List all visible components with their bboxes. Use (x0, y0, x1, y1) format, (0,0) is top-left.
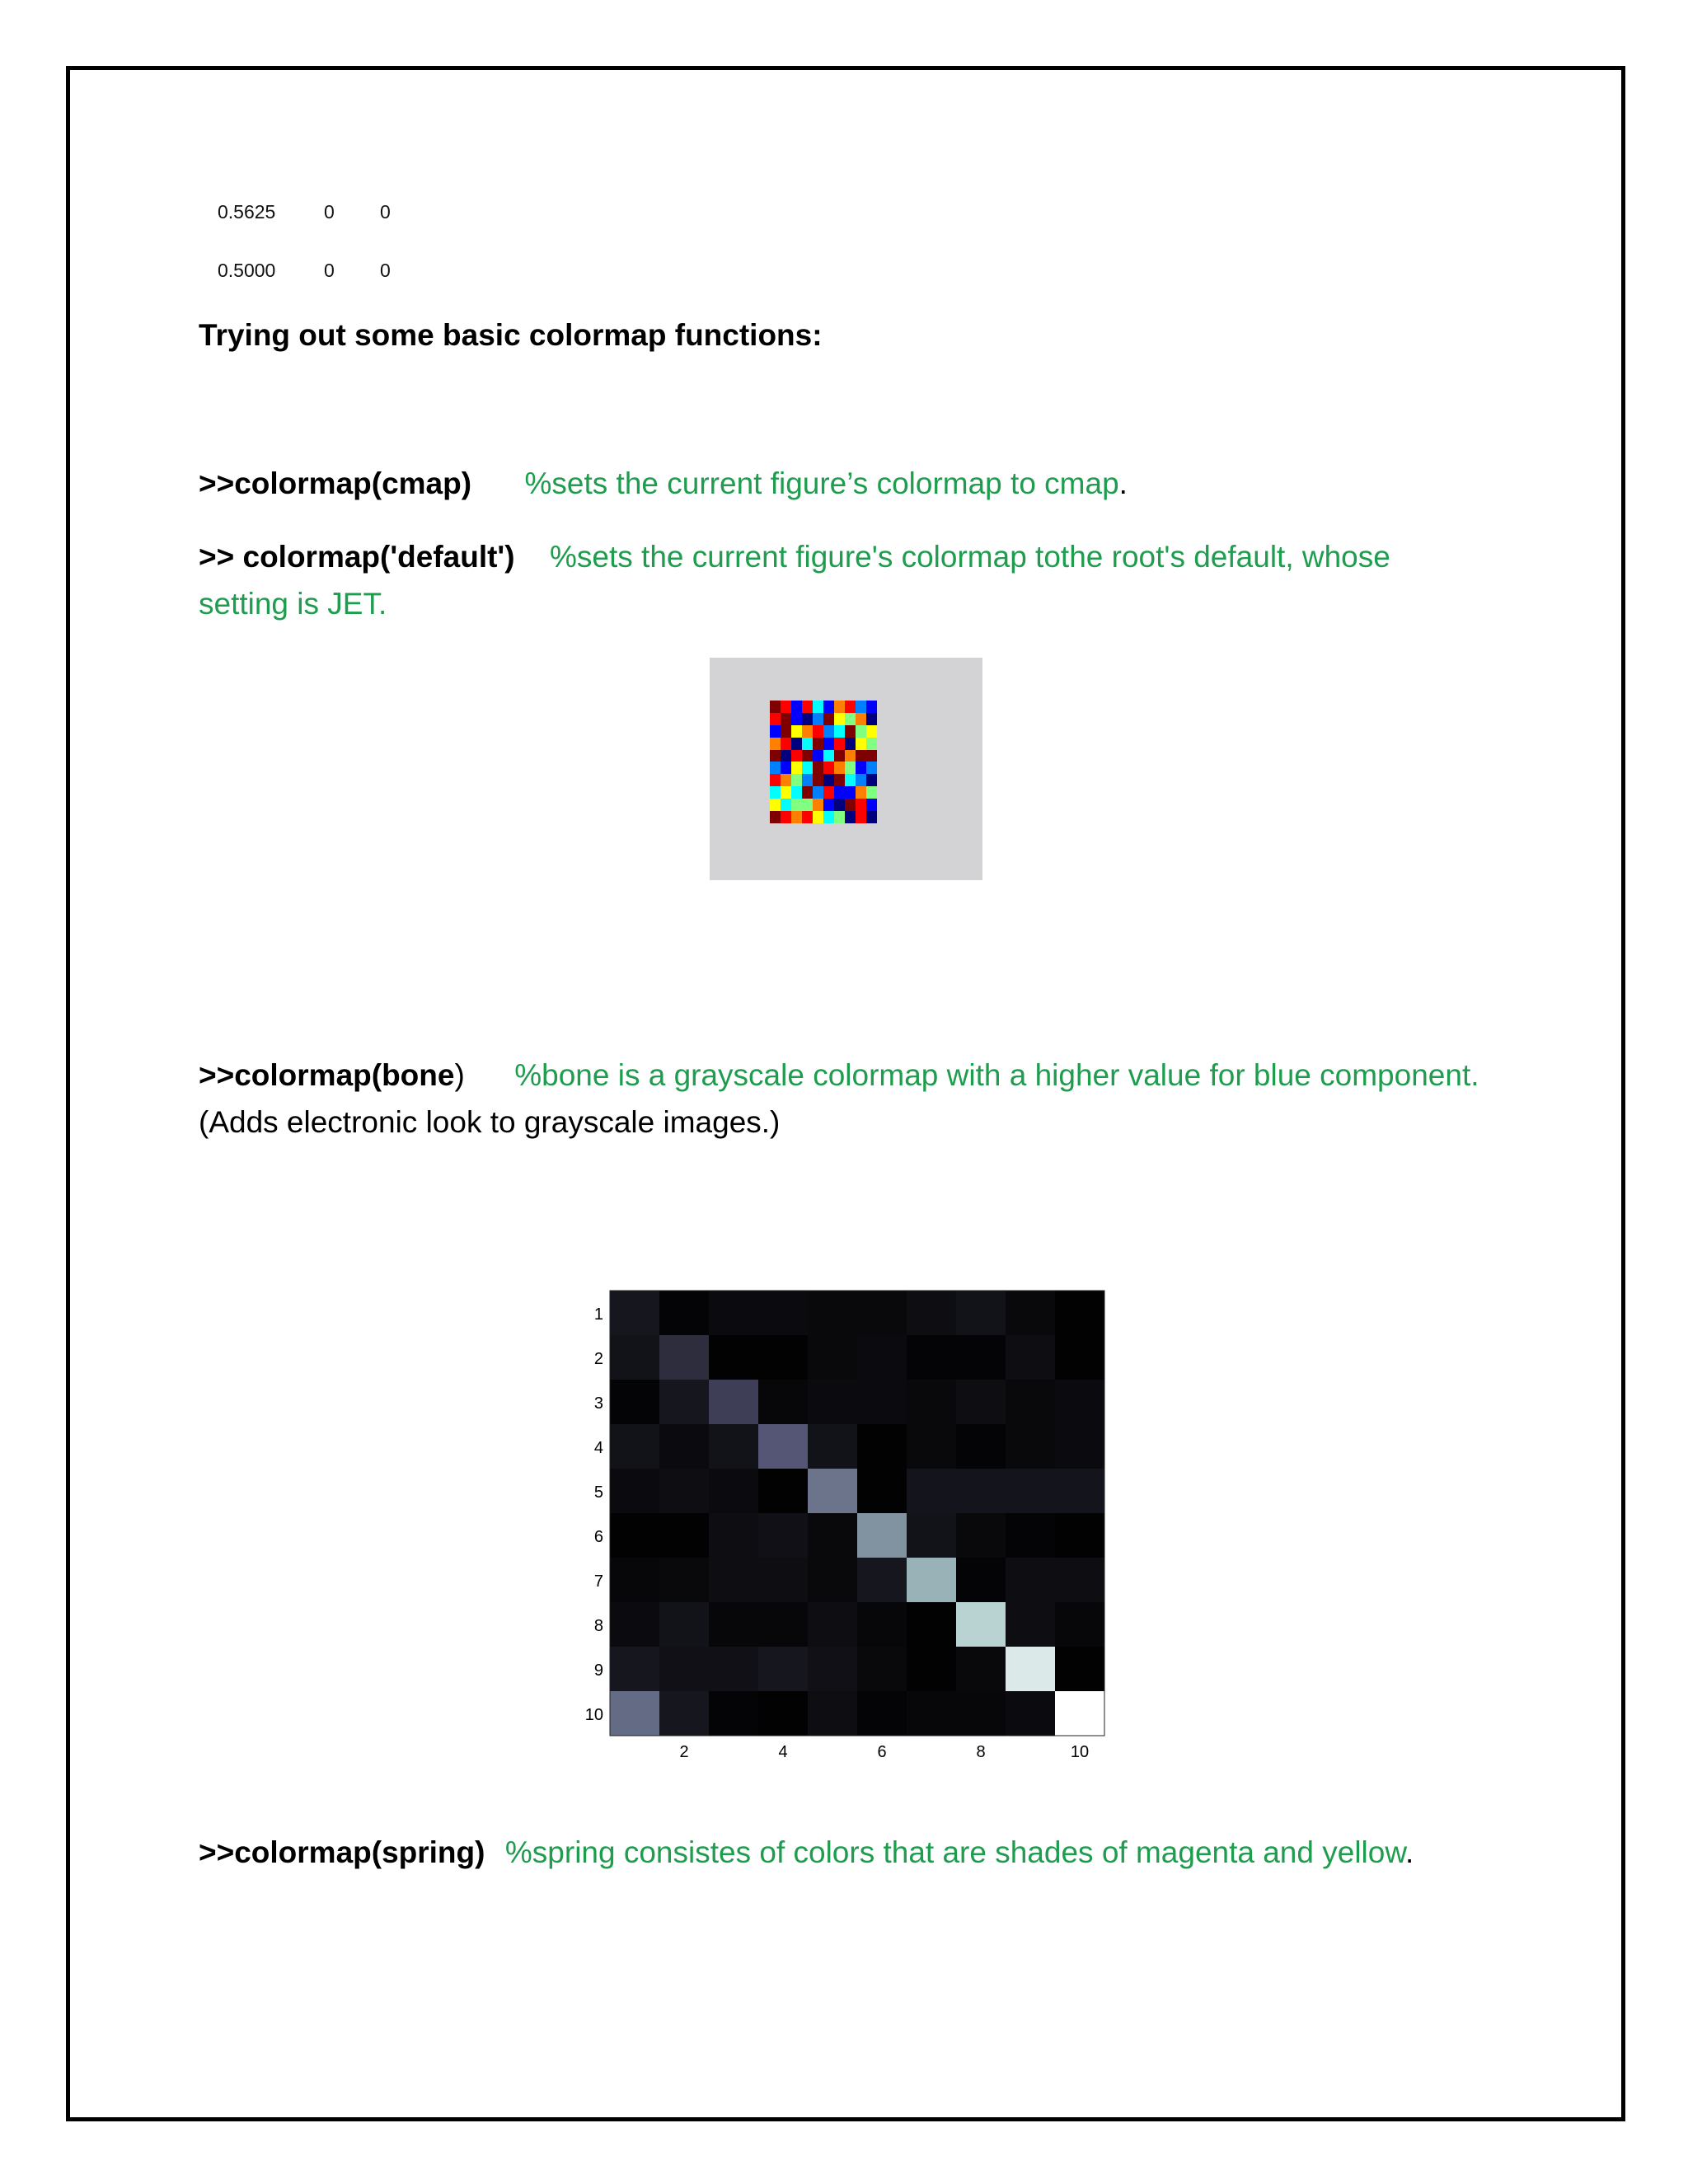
jet-cell (856, 738, 866, 750)
heatmap-cell (857, 1691, 907, 1736)
heatmap-cell (610, 1380, 660, 1425)
jet-cell (791, 774, 802, 786)
heatmap-cell (907, 1513, 957, 1558)
heatmap-cell (1055, 1424, 1105, 1469)
x-tick-label: 4 (778, 1743, 788, 1761)
x-tick-label: 10 (1070, 1743, 1090, 1761)
heatmap-cell (659, 1335, 710, 1380)
x-tick-label: 8 (976, 1743, 986, 1761)
jet-cell (823, 762, 834, 774)
jet-cell (791, 701, 802, 713)
jet-cell (856, 762, 866, 774)
jet-cell (823, 774, 834, 786)
comment-default-line2: setting is JET. (199, 587, 387, 621)
heatmap-cell (808, 1558, 858, 1603)
jet-cell (856, 774, 866, 786)
jet-cell (866, 811, 877, 823)
jet-cell (770, 750, 781, 762)
y-tick-label: 8 (593, 1617, 603, 1635)
jet-cell (813, 774, 823, 786)
heatmap-cell (610, 1691, 660, 1736)
heatmap-cell (907, 1335, 957, 1380)
y-tick-label: 4 (593, 1439, 603, 1457)
jet-cell (802, 750, 813, 762)
heatmap-cell (1055, 1380, 1105, 1425)
jet-cell (770, 762, 781, 774)
jet-cell (834, 738, 845, 750)
section-heading: Trying out some basic colormap functions: (199, 318, 823, 352)
heatmap-cell (709, 1602, 759, 1647)
y-tick-label: 1 (593, 1305, 603, 1324)
heatmap-cell (709, 1424, 759, 1469)
heatmap-cell (808, 1513, 858, 1558)
y-tick-label: 7 (593, 1572, 603, 1591)
heatmap-cell (1006, 1513, 1056, 1558)
heatmap-cell (758, 1335, 809, 1380)
jet-cell (856, 811, 866, 823)
line-cmap (199, 466, 1128, 501)
heatmap-cell (758, 1513, 809, 1558)
jet-cell (813, 811, 823, 823)
heatmap-cell (808, 1380, 858, 1425)
jet-cell (781, 774, 791, 786)
heatmap-cell (758, 1558, 809, 1603)
heatmap-cell (709, 1513, 759, 1558)
heatmap-cell (907, 1691, 957, 1736)
jet-cell (781, 762, 791, 774)
heatmap-cell (1055, 1335, 1105, 1380)
heatmap-cell (956, 1558, 1006, 1603)
heatmap-cell (907, 1424, 957, 1469)
jet-cell (866, 786, 877, 799)
jet-cell (845, 799, 856, 811)
jet-cell (813, 738, 823, 750)
jet-cell (813, 799, 823, 811)
jet-cell (823, 713, 834, 725)
jet-cell (845, 786, 856, 799)
y-tick-label: 3 (593, 1394, 603, 1413)
heatmap-cell (1055, 1647, 1105, 1692)
heatmap-cell (907, 1291, 957, 1336)
jet-cell (770, 811, 781, 823)
y-tick-label: 6 (593, 1528, 603, 1546)
jet-cell (813, 713, 823, 725)
heatmap-cell (808, 1424, 858, 1469)
heatmap-cell (610, 1291, 660, 1336)
jet-cell (845, 701, 856, 713)
jet-cell (866, 750, 877, 762)
jet-cell (781, 725, 791, 738)
jet-cell (866, 713, 877, 725)
heatmap-cell (758, 1691, 809, 1736)
command-default: >> colormap('default') (199, 540, 515, 574)
jet-cell (770, 774, 781, 786)
heatmap-cell (1006, 1380, 1056, 1425)
heatmap-cell (956, 1602, 1006, 1647)
jet-cell (834, 750, 845, 762)
comment-bone: %bone is a grayscale colormap with a higher value for blue component. (514, 1058, 1479, 1092)
jet-cell (770, 725, 781, 738)
y-tick-label: 9 (593, 1661, 603, 1680)
jet-cell (845, 774, 856, 786)
jet-cell (781, 738, 791, 750)
jet-pixel-grid (770, 701, 877, 823)
jet-cell (834, 725, 845, 738)
heatmap-cell (857, 1291, 907, 1336)
x-tick-label: 2 (679, 1743, 689, 1761)
jet-cell (802, 701, 813, 713)
heatmap-cell (857, 1647, 907, 1692)
jet-cell (845, 725, 856, 738)
heatmap-cell (709, 1691, 759, 1736)
heatmap-cell (808, 1469, 858, 1514)
jet-cell (856, 750, 866, 762)
command-spring: >>colormap(spring) (199, 1835, 485, 1869)
heatmap-cell (1055, 1469, 1105, 1514)
x-tick-label: 6 (877, 1743, 887, 1761)
jet-cell (834, 713, 845, 725)
jet-cell (770, 713, 781, 725)
heatmap-cell (1006, 1335, 1056, 1380)
heatmap-cell (956, 1424, 1006, 1469)
jet-cell (802, 762, 813, 774)
jet-cell (791, 713, 802, 725)
comment-cmap-period: . (1118, 466, 1128, 500)
command-cmap: >>colormap(cmap) (199, 466, 472, 500)
heatmap-cell (808, 1335, 858, 1380)
heatmap-cell (956, 1647, 1006, 1692)
line-bone (199, 1058, 1479, 1093)
heatmap-cell (857, 1380, 907, 1425)
heatmap-cell (659, 1424, 710, 1469)
jet-cell (823, 799, 834, 811)
heatmap-cell (907, 1558, 957, 1603)
jet-colormap-figure (710, 658, 982, 880)
jet-cell (866, 725, 877, 738)
jet-cell (823, 750, 834, 762)
y-tick-label: 10 (584, 1706, 603, 1724)
heatmap-cell (758, 1602, 809, 1647)
jet-cell (856, 799, 866, 811)
jet-cell (791, 762, 802, 774)
heatmap-cell (709, 1335, 759, 1380)
matrix-row-1-col-2: 0 (324, 201, 335, 223)
heatmap-cell (907, 1469, 957, 1514)
jet-cell (866, 774, 877, 786)
heatmap-cell (1006, 1469, 1056, 1514)
jet-cell (834, 811, 845, 823)
heatmap-cell (758, 1647, 809, 1692)
heatmap-cell (659, 1602, 710, 1647)
heatmap-cell (956, 1513, 1006, 1558)
jet-cell (802, 811, 813, 823)
jet-cell (856, 725, 866, 738)
heatmap-cell (610, 1647, 660, 1692)
jet-cell (802, 738, 813, 750)
heatmap-cell (758, 1469, 809, 1514)
heatmap-cell (610, 1469, 660, 1514)
heatmap-cell (857, 1424, 907, 1469)
y-tick-label: 2 (593, 1350, 603, 1368)
jet-cell (866, 762, 877, 774)
jet-cell (802, 774, 813, 786)
heatmap-cell (610, 1513, 660, 1558)
heatmap-cell (1055, 1291, 1105, 1336)
jet-cell (845, 811, 856, 823)
jet-cell (834, 786, 845, 799)
jet-cell (813, 701, 823, 713)
jet-cell (770, 786, 781, 799)
line-spring (199, 1835, 1414, 1870)
jet-cell (845, 762, 856, 774)
heatmap-cell (709, 1469, 759, 1514)
page-border (66, 66, 1625, 2121)
y-tick-label: 5 (593, 1483, 603, 1502)
jet-cell (856, 786, 866, 799)
jet-cell (802, 799, 813, 811)
jet-cell (813, 786, 823, 799)
comment-cmap: %sets the current figure’s colormap to cmap (524, 466, 1119, 500)
heatmap-cell (709, 1647, 759, 1692)
jet-cell (781, 786, 791, 799)
heatmap-cell (1006, 1291, 1056, 1336)
heatmap-cell (857, 1602, 907, 1647)
jet-cell (823, 725, 834, 738)
jet-cell (770, 701, 781, 713)
jet-cell (866, 799, 877, 811)
heatmap-cell (1006, 1691, 1056, 1736)
jet-cell (834, 762, 845, 774)
heatmap-cell (956, 1291, 1006, 1336)
heatmap-cell (709, 1558, 759, 1603)
jet-cell (823, 786, 834, 799)
jet-cell (813, 725, 823, 738)
heatmap-cell (610, 1424, 660, 1469)
heatmap-cell (808, 1691, 858, 1736)
jet-cell (791, 811, 802, 823)
heatmap-cell (956, 1469, 1006, 1514)
heatmap-cell (610, 1335, 660, 1380)
bone-heatmap-chart (569, 1277, 1121, 1772)
jet-cell (813, 762, 823, 774)
jet-cell (845, 713, 856, 725)
heatmap-cell (956, 1380, 1006, 1425)
heatmap-cell (1006, 1647, 1056, 1692)
heatmap-cell (610, 1558, 660, 1603)
command-bone: >>colormap(bone (199, 1058, 455, 1092)
jet-cell (791, 786, 802, 799)
heatmap-cell (808, 1647, 858, 1692)
matrix-row-2-col-3: 0 (380, 260, 391, 281)
heatmap-cell (1055, 1513, 1105, 1558)
heatmap-cell (1006, 1558, 1056, 1603)
comment-default-line1: %sets the current figure's colormap tothe root's default, whose (550, 540, 1390, 574)
jet-cell (791, 799, 802, 811)
heatmap-cell (956, 1691, 1006, 1736)
heatmap-cell (610, 1602, 660, 1647)
heatmap-cell (907, 1380, 957, 1425)
heatmap-cell (1055, 1691, 1105, 1736)
command-bone-close-paren: ) (454, 1058, 465, 1092)
heatmap-cell (758, 1424, 809, 1469)
heatmap-cell (907, 1647, 957, 1692)
jet-cell (856, 701, 866, 713)
jet-cell (781, 811, 791, 823)
heatmap-cell (659, 1291, 710, 1336)
jet-cell (866, 701, 877, 713)
heatmap-cell (857, 1469, 907, 1514)
heatmap-cell (758, 1380, 809, 1425)
jet-cell (791, 750, 802, 762)
jet-cell (791, 725, 802, 738)
bone-note: (Adds electronic look to grayscale images.) (199, 1105, 781, 1139)
matrix-row-2-col-1: 0.5000 (218, 260, 276, 281)
jet-cell (802, 713, 813, 725)
jet-cell (781, 713, 791, 725)
jet-cell (791, 738, 802, 750)
heatmap-cell (659, 1647, 710, 1692)
heatmap-cell (907, 1602, 957, 1647)
jet-cell (834, 701, 845, 713)
heatmap-cell (1055, 1558, 1105, 1603)
heatmap-cell (956, 1335, 1006, 1380)
jet-cell (781, 701, 791, 713)
jet-cell (845, 738, 856, 750)
matrix-row-1-col-1: 0.5625 (218, 201, 276, 223)
heatmap-cell (857, 1558, 907, 1603)
comment-spring: %spring consistes of colors that are shades of magenta and yellow (504, 1835, 1406, 1869)
jet-cell (802, 725, 813, 738)
matrix-row-2-col-2: 0 (324, 260, 335, 281)
jet-cell (802, 786, 813, 799)
jet-cell (823, 811, 834, 823)
jet-cell (866, 738, 877, 750)
matrix-row-1-col-3: 0 (380, 201, 391, 223)
jet-cell (813, 750, 823, 762)
heatmap-cell (709, 1380, 759, 1425)
heatmap-cell (758, 1291, 809, 1336)
heatmap-cell (857, 1335, 907, 1380)
heatmap-cell (808, 1291, 858, 1336)
heatmap-cell (659, 1691, 710, 1736)
jet-cell (781, 750, 791, 762)
heatmap-cell (659, 1469, 710, 1514)
jet-cell (845, 750, 856, 762)
jet-cell (823, 738, 834, 750)
heatmap-cell (659, 1380, 710, 1425)
jet-cell (823, 701, 834, 713)
jet-cell (834, 774, 845, 786)
heatmap-cell (1006, 1424, 1056, 1469)
jet-cell (781, 799, 791, 811)
heatmap-cell (659, 1558, 710, 1603)
jet-cell (770, 799, 781, 811)
line-default (199, 540, 1390, 574)
jet-cell (770, 738, 781, 750)
heatmap-cell (709, 1291, 759, 1336)
jet-cell (856, 713, 866, 725)
jet-cell (834, 799, 845, 811)
heatmap-cell (1055, 1602, 1105, 1647)
heatmap-cell (857, 1513, 907, 1558)
comment-spring-period: . (1405, 1835, 1414, 1869)
heatmap-cell (1006, 1602, 1056, 1647)
heatmap-cell (659, 1513, 710, 1558)
heatmap-cell (808, 1602, 858, 1647)
